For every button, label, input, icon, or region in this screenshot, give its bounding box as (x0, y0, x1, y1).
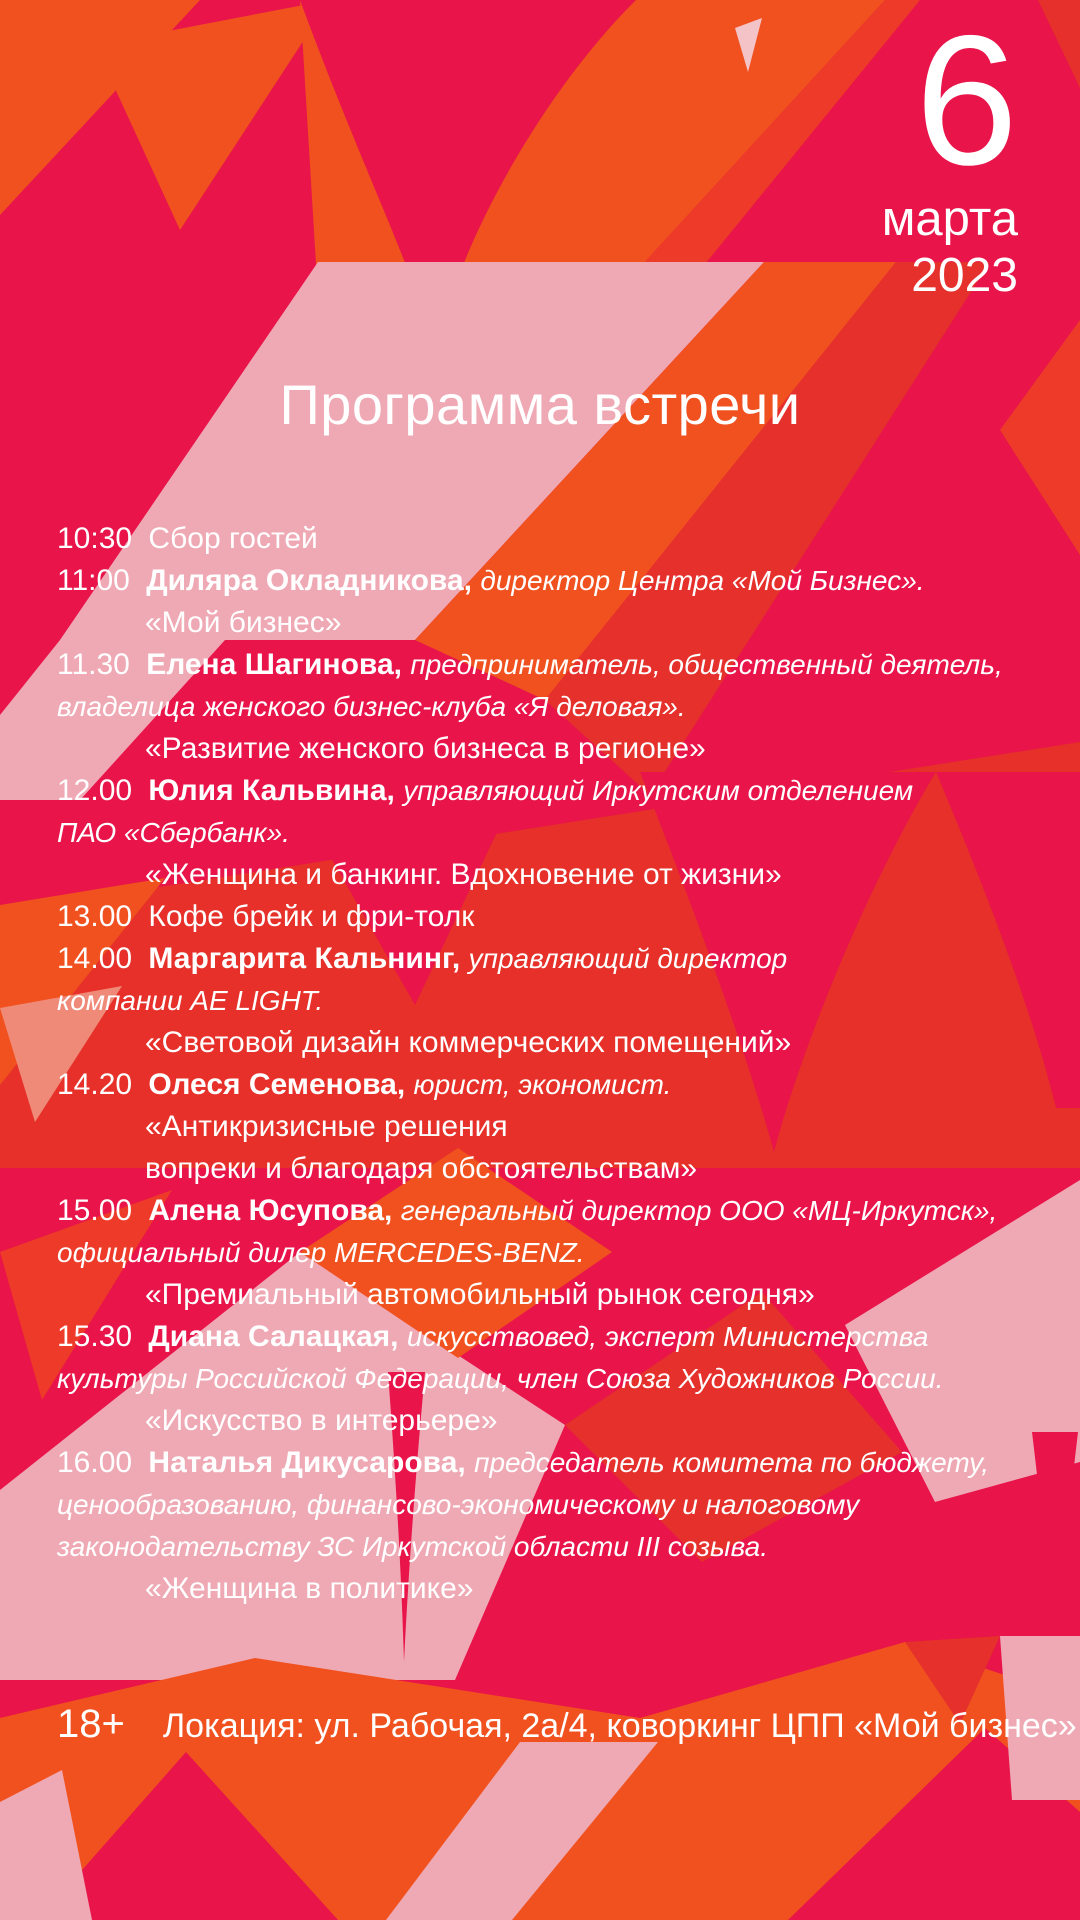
schedule-line (57, 518, 1060, 560)
speaker-role-continuation: компании AE LIGHT. (57, 985, 324, 1016)
event-text: Кофе брейк и фри-толк (148, 900, 475, 933)
talk-title: «Развитие женского бизнеса в регионе» (145, 732, 706, 765)
schedule-line (57, 1190, 1060, 1232)
date-month: марта (881, 192, 1018, 247)
date-day: 6 (915, 0, 1018, 204)
schedule-list (57, 518, 1060, 1610)
location-text: Локация: ул. Рабочая, 2а/4, коворкинг ЦПП «Мой бизнес» (162, 1707, 1077, 1745)
date-year: 2023 (911, 248, 1018, 302)
schedule-line (57, 560, 1060, 602)
talk-title: «Световой дизайн коммерческих помещений» (145, 1026, 792, 1059)
speaker-role-continuation: официальный дилер MERCEDES-BENZ. (57, 1237, 585, 1268)
event-date (881, 0, 1018, 304)
schedule-line (57, 1316, 1060, 1358)
talk-title: «Мой бизнес» (145, 606, 342, 639)
speaker-name: Олеся Семенова, (148, 1068, 406, 1101)
talk-title: «Женщина в политике» (145, 1572, 474, 1605)
schedule-line (57, 644, 1060, 686)
time-label: 14.20 (57, 1068, 133, 1101)
time-label: 14.00 (57, 942, 133, 975)
speaker-role-continuation: ценообразованию, финансово-экономическому и налоговому (57, 1489, 860, 1520)
schedule-line (57, 1064, 1060, 1106)
schedule-line (57, 938, 1060, 980)
speaker-role: управляющий директор (468, 943, 788, 974)
schedule-line (57, 1442, 1060, 1484)
speaker-name: Маргарита Кальнинг, (148, 942, 461, 975)
speaker-role-continuation: законодательству ЗС Иркутской области III созыва. (57, 1531, 769, 1562)
talk-title: «Антикризисные решения (145, 1110, 508, 1143)
speaker-name: Юлия Кальвина, (148, 774, 395, 807)
speaker-name: Диляра Окладникова, (146, 564, 472, 597)
speaker-role: юрист, экономист. (413, 1069, 672, 1100)
speaker-name: Елена Шагинова, (146, 648, 402, 681)
age-rating-badge: 18+ (57, 1702, 125, 1746)
speaker-role: директор Центра «Мой Бизнес». (480, 565, 925, 596)
talk-title: вопреки и благодаря обстоятельствам» (145, 1152, 698, 1185)
time-label: 11.30 (57, 648, 130, 681)
talk-title: «Женщина и банкинг. Вдохновение от жизни» (145, 858, 782, 891)
speaker-name: Диана Салацкая, (148, 1320, 399, 1353)
speaker-role: предприниматель, общественный деятель, (410, 649, 1003, 680)
speaker-name: Наталья Дикусарова, (148, 1446, 466, 1479)
time-label: 15.00 (57, 1194, 133, 1227)
speaker-role-continuation: культуры Российской Федерации, член Союза Художников России. (57, 1363, 944, 1394)
speaker-role: председатель комитета по бюджету, (474, 1447, 990, 1478)
speaker-role-continuation: владелица женского бизнес-клуба «Я деловая». (57, 691, 686, 722)
speaker-name: Алена Юсупова, (148, 1194, 393, 1227)
time-label: 10:30 (57, 522, 133, 555)
schedule-line (57, 896, 1060, 938)
time-label: 11:00 (57, 564, 130, 597)
event-text: Сбор гостей (148, 522, 318, 555)
talk-title: «Премиальный автомобильный рынок сегодня» (145, 1278, 815, 1311)
speaker-role: искусствовед, эксперт Министерства (406, 1321, 929, 1352)
time-label: 15.30 (57, 1320, 133, 1353)
speaker-role: генеральный директор ООО «МЦ-Иркутск», (400, 1195, 998, 1226)
speaker-role-continuation: ПАО «Сбербанк». (57, 817, 290, 848)
time-label: 12.00 (57, 774, 133, 807)
schedule-line (57, 770, 1060, 812)
talk-title: «Искусство в интерьере» (145, 1404, 498, 1437)
speaker-role: управляющий Иркутским отделением (403, 775, 914, 806)
page-title: Программа встречи (279, 373, 801, 436)
time-label: 13.00 (57, 900, 133, 933)
time-label: 16.00 (57, 1446, 133, 1479)
footer (57, 1702, 1077, 1747)
